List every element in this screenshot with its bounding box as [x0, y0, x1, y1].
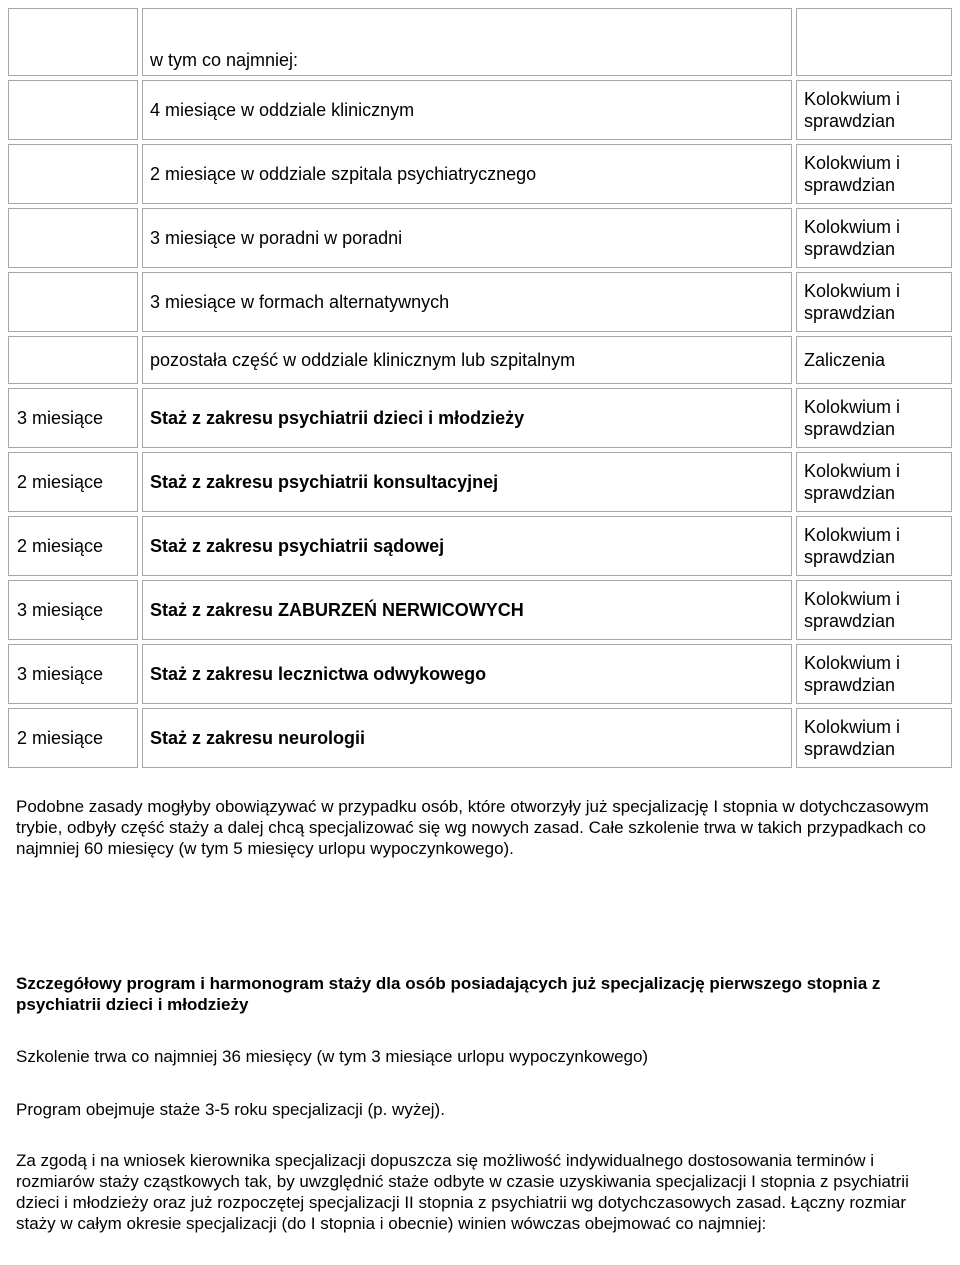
table-row [8, 336, 952, 384]
duration-cell: 2 miesiące [8, 708, 138, 768]
description-cell: Staż z zakresu psychiatrii sądowej [142, 516, 792, 576]
duration-cell: 3 miesiące [8, 580, 138, 640]
paragraph-program-scope: Program obejmuje staże 3-5 roku specjalizacji (p. wyżej). [16, 1100, 445, 1119]
completion-cell: Kolokwium i sprawdzian [796, 516, 952, 576]
description-cell: Staż z zakresu psychiatrii dzieci i młodzieży [142, 388, 792, 448]
duration-cell: 2 miesiące [8, 516, 138, 576]
paragraph-duration: Szkolenie trwa co najmniej 36 miesięcy (w tym 3 miesiące urlopu wypoczynkowego) [16, 1047, 649, 1066]
duration-cell: 2 miesiące [8, 452, 138, 512]
table-row [8, 272, 952, 332]
table-row [8, 708, 952, 768]
duration-cell [8, 80, 138, 140]
duration-cell [8, 144, 138, 204]
description-cell: Staż z zakresu lecznictwa odwykowego [142, 644, 792, 704]
internship-schedule-table [4, 4, 956, 772]
completion-cell: Kolokwium i sprawdzian [796, 708, 952, 768]
completion-cell: Zaliczenia [796, 336, 952, 384]
description-cell: w tym co najmniej: [142, 8, 792, 76]
completion-cell: Kolokwium i sprawdzian [796, 580, 952, 640]
paragraph-equivalent-rules: Podobne zasady mogłyby obowiązywać w przypadku osób, które otworzyły już specjalizację I stopnia w dotychczasowym trybie, odbyły część staży a dalej chcą specjalizować się wg nowych zasad. Całe szkolenie trwa w takich przypadkach co najmniej 60 miesięcy (w tym 5 miesięcy urlopu wypoczynkowego). [16, 797, 929, 858]
completion-cell: Kolokwium i sprawdzian [796, 452, 952, 512]
description-cell: Staż z zakresu psychiatrii konsultacyjnej [142, 452, 792, 512]
description-cell: Staż z zakresu neurologii [142, 708, 792, 768]
paragraph-individual-adjustment: Za zgodą i na wniosek kierownika specjalizacji dopuszcza się możliwość indywidualnego dostosowania terminów i rozmiarów staży cząstkowych tak, by uwzględnić staże odbyte w czasie uzyskiwania specjalizacji I stopnia z psychiatrii dzieci i młodzieży oraz już rozpoczętej specjalizacji II stopnia z psychiatrii wg dotychczasowych zasad. Łączny rozmiar staży w całym okresie specjalizacji (do I stopnia i obecnie) winien wówczas obejmować co najmniej: [16, 1151, 909, 1233]
description-cell: pozostała część w oddziale klinicznym lub szpitalnym [142, 336, 792, 384]
table-row [8, 144, 952, 204]
table-row [8, 8, 952, 76]
completion-cell: Kolokwium i sprawdzian [796, 644, 952, 704]
table-row [8, 644, 952, 704]
duration-cell: 3 miesiące [8, 388, 138, 448]
table-row [8, 80, 952, 140]
table-row [8, 388, 952, 448]
table-row [8, 452, 952, 512]
completion-cell: Kolokwium i sprawdzian [796, 144, 952, 204]
description-cell: 4 miesiące w oddziale klinicznym [142, 80, 792, 140]
table-body [8, 8, 952, 768]
description-cell: Staż z zakresu ZABURZEŃ NERWICOWYCH [142, 580, 792, 640]
duration-cell [8, 336, 138, 384]
completion-cell: Kolokwium i sprawdzian [796, 80, 952, 140]
duration-cell [8, 272, 138, 332]
duration-cell: 3 miesiące [8, 644, 138, 704]
completion-cell [796, 8, 952, 76]
completion-cell: Kolokwium i sprawdzian [796, 208, 952, 268]
description-cell: 2 miesiące w oddziale szpitala psychiatrycznego [142, 144, 792, 204]
completion-cell: Kolokwium i sprawdzian [796, 272, 952, 332]
description-cell: 3 miesiące w poradni w poradni [142, 208, 792, 268]
table-row [8, 580, 952, 640]
table-row [8, 516, 952, 576]
table-row [8, 208, 952, 268]
duration-cell [8, 208, 138, 268]
duration-cell [8, 8, 138, 76]
section-heading: Szczegółowy program i harmonogram staży dla osób posiadających już specjalizację pierwszego stopnia z psychiatrii dzieci i młodzieży [16, 974, 881, 1014]
description-cell: 3 miesiące w formach alternatywnych [142, 272, 792, 332]
completion-cell: Kolokwium i sprawdzian [796, 388, 952, 448]
